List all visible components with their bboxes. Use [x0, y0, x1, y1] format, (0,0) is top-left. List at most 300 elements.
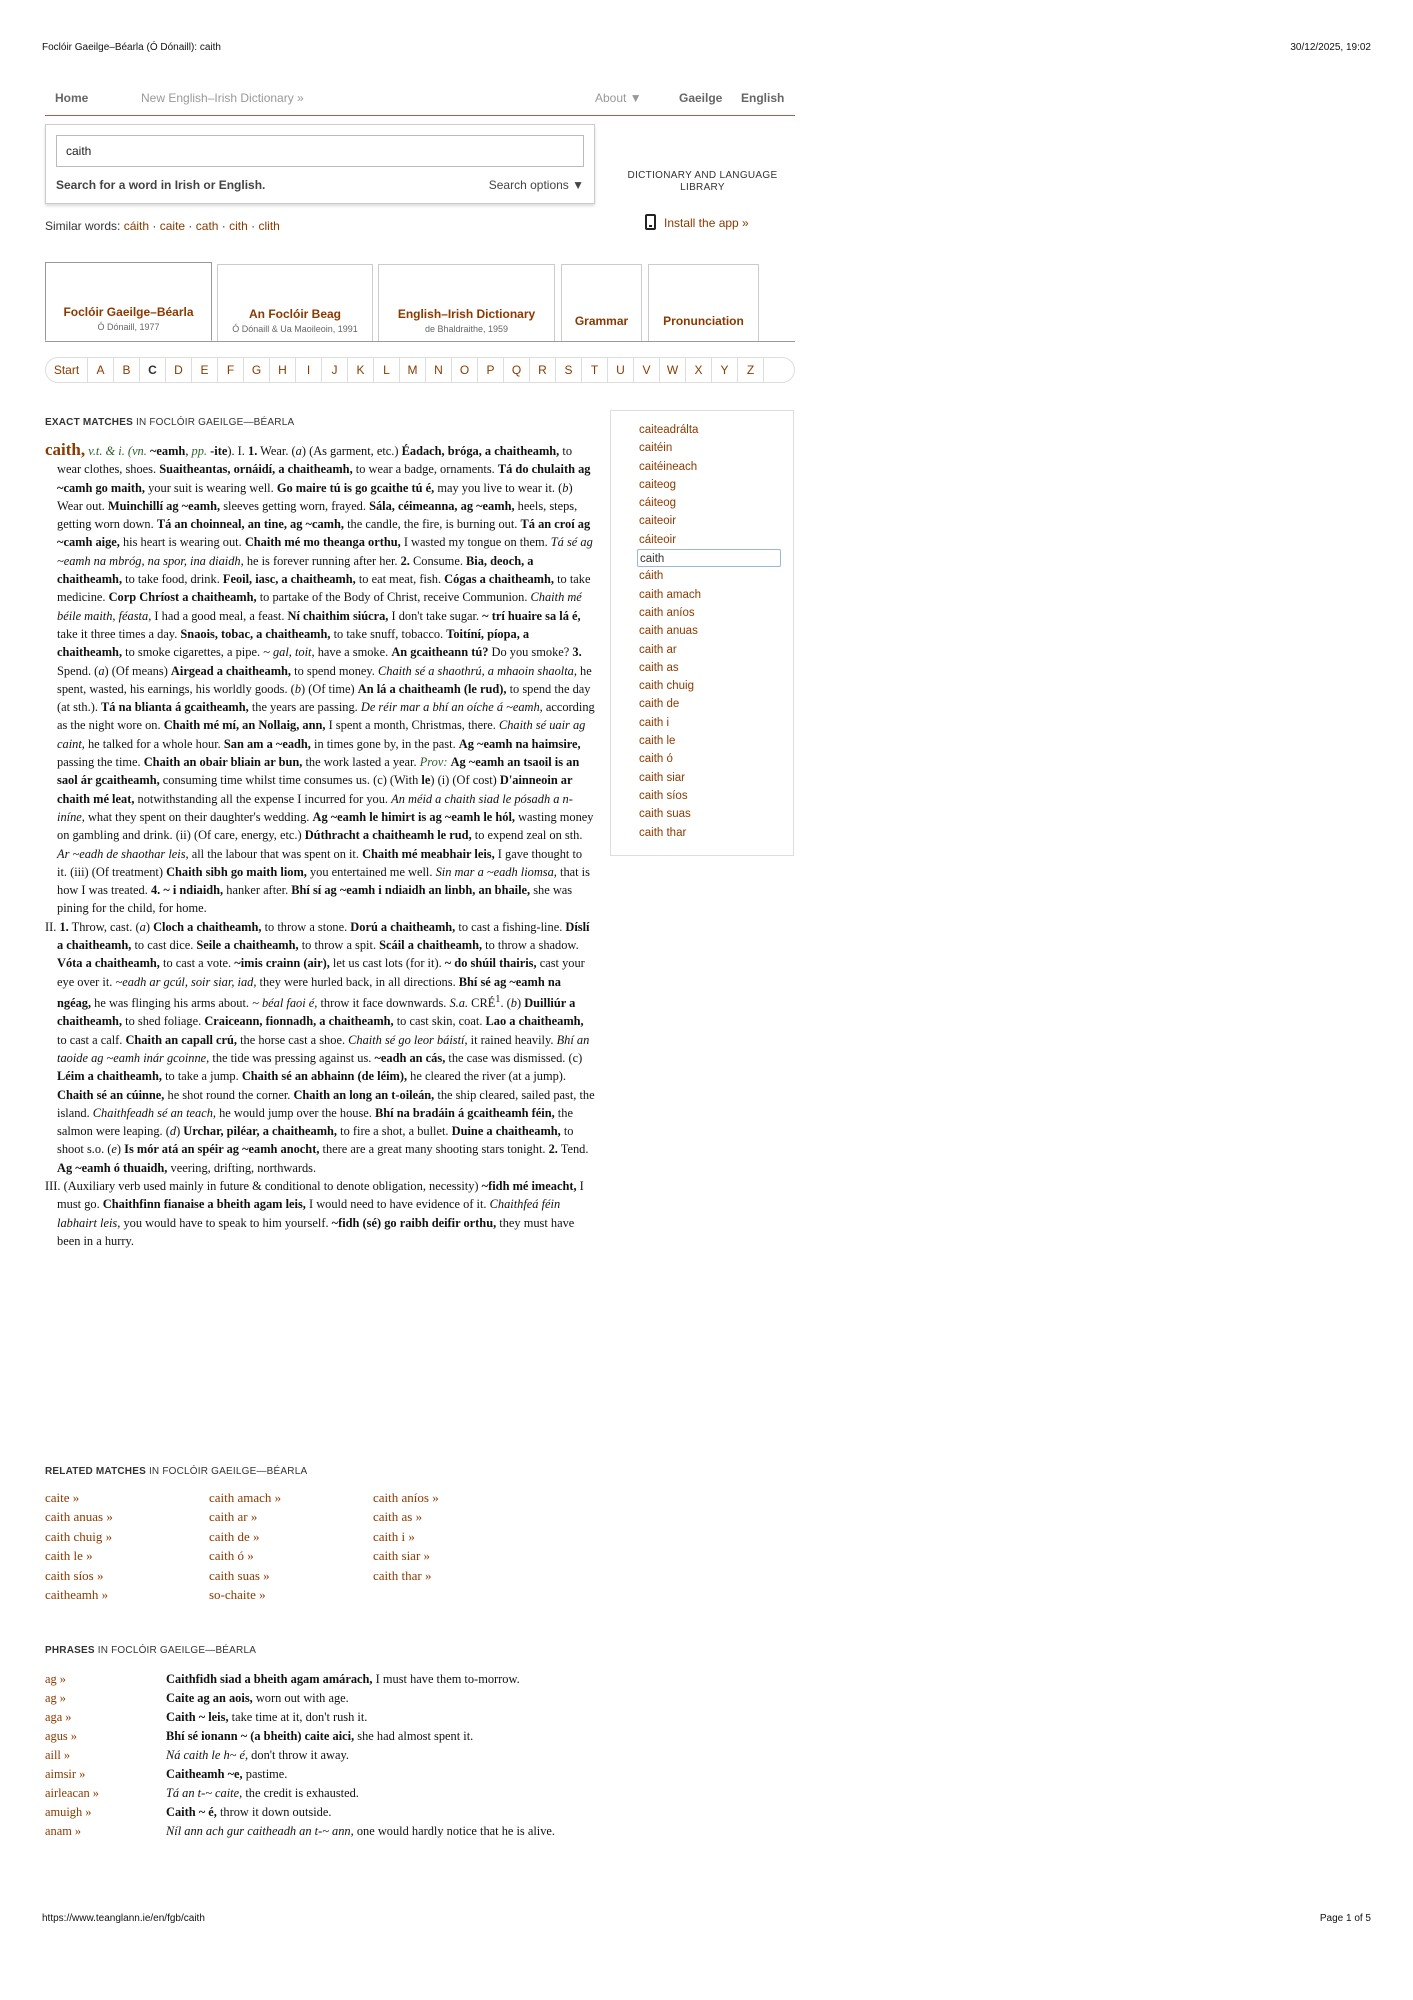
entry-text: to take a jump. — [161, 1069, 242, 1084]
entry-text: let us cast lots (for it). — [329, 956, 445, 971]
entry-bold-text: le — [421, 773, 431, 788]
entry-text: to wear a badge, ornaments. — [352, 462, 498, 477]
similar-words — [45, 219, 280, 233]
alphabet-letter-w[interactable]: W — [660, 358, 686, 382]
entry-italic-text: Chaithfeá féin labhairt leis, — [57, 1197, 561, 1230]
entry-bold-text: Chaith an long an t-oileán, — [293, 1087, 435, 1102]
entry-bold-text: Tá do chulaith ag ~camh go maith, — [57, 462, 591, 495]
entry-text: he is forever running after her. — [243, 553, 401, 568]
entry-bold-text: Duilliúr a chaitheamh, — [57, 996, 576, 1029]
alphabet-letter-x[interactable]: X — [686, 358, 712, 382]
tab-pronunciation[interactable] — [648, 264, 759, 341]
entry-text: he talked for a whole hour. — [84, 736, 224, 751]
entry-bold-text: An gcaitheann tú? — [391, 645, 489, 660]
entry-text: ) (As garment, etc.) — [301, 444, 402, 458]
entry-bold-text: Éadach, bróga, a chaitheamh, — [401, 444, 560, 458]
entry-text: Wear. ( — [257, 444, 296, 458]
entry-text: cast your eye over it. — [57, 956, 585, 989]
phrase-row — [45, 1783, 595, 1802]
phrases-heading — [45, 1645, 256, 1656]
entry-italic-text: ~eadh ar gcúl, soir siar, iad, — [115, 974, 257, 989]
entry-bold-text: 4. ~ i ndiaidh, — [150, 883, 224, 898]
sidebar-word-link[interactable]: caith le — [639, 735, 676, 748]
sidebar-word-link[interactable]: cáiteoir — [639, 533, 677, 546]
related-match-link[interactable]: caith de » — [209, 1528, 260, 1544]
entry-headword: caith, — [45, 440, 86, 459]
sidebar-word-link[interactable]: caith anuas — [639, 625, 698, 638]
entry-text: your suit is wearing well. — [145, 480, 277, 495]
entry-text: he shot round the corner. — [164, 1087, 294, 1102]
phrases-source: IN FOCLÓIR GAEILGE—BÉARLA — [94, 1645, 257, 1656]
phrase-text — [166, 1783, 595, 1802]
entry-bold-text: ~fidh mé imeacht, — [481, 1179, 577, 1193]
entry-text: she was pining for the child, for home. — [57, 883, 573, 916]
entry-text: to cast a fishing-line. — [455, 919, 566, 934]
entry-italic-text: Tá an t-~ caite, — [166, 1786, 243, 1800]
entry-bold-text: Bhí sé ionann ~ (a bheith) caite aici, — [166, 1729, 355, 1743]
entry-text: notwithstanding all the expense I incurred for you. — [134, 791, 392, 806]
phrase-headword-link[interactable]: anam » — [45, 1824, 82, 1838]
sidebar-word-link[interactable]: caith suas — [639, 808, 691, 821]
entry-italic-text: Chaith sé a shaothrú, a mhaoin shaolta, — [378, 663, 577, 678]
related-match-link[interactable]: caith síos » — [45, 1567, 104, 1583]
entry-text: to take medicine. — [57, 572, 591, 605]
top-nav — [45, 80, 795, 116]
entry-text: II. — [45, 919, 60, 934]
tab-subtitle: de Bhaldraithe, 1959 — [424, 324, 509, 334]
entry-bold-text: ~ trí huaire sa lá é, — [482, 608, 581, 623]
entry-bold-text: ~ do shúil thairis, — [444, 956, 537, 971]
entry-bold-text: Chaith sé an abhainn (de léim), — [241, 1069, 408, 1084]
entry-italic-text: a — [98, 663, 105, 678]
entry-text: to throw a spit. — [298, 938, 380, 953]
entry-superscript: 1 — [495, 993, 501, 1005]
phrase-row — [45, 1688, 595, 1707]
phrase-text — [166, 1745, 595, 1764]
entry-italic-text: Ná caith le h~ é, — [166, 1748, 249, 1762]
phrase-text — [166, 1821, 595, 1840]
dictionary-library-link[interactable]: DICTIONARY AND LANGUAGE LIBRARY — [627, 170, 778, 193]
entry-bold-text: Ag ~eamh ó thuaidh, — [57, 1160, 168, 1175]
phrase-text — [166, 1764, 595, 1783]
entry-bold-text: Corp Chríost a chaitheamh, — [108, 590, 257, 605]
similar-separator: · — [218, 219, 230, 233]
alphabet-letter-z[interactable]: Z — [738, 358, 764, 382]
entry-text: ) — [116, 1142, 125, 1157]
entry-text: . ( — [500, 996, 511, 1011]
alphabet-letter-y[interactable]: Y — [712, 358, 738, 382]
related-match-link[interactable]: caith chuig » — [45, 1528, 113, 1544]
phrase-row — [45, 1745, 595, 1764]
entry-bold-text: Tá an choinneal, an tine, ag ~camh, — [156, 517, 344, 532]
entry-text: it rained heavily. — [467, 1032, 557, 1047]
entry-bold-text: 3. — [572, 645, 582, 660]
sidebar-word-link[interactable]: caith thar — [639, 826, 687, 839]
entry-text: he would jump over the house. — [216, 1105, 375, 1120]
entry-bold-text: Chaithfinn fianaise a bheith agam leis, — [102, 1197, 306, 1212]
alphabet-letter-t[interactable]: T — [582, 358, 608, 382]
alphabet-letter-s[interactable]: S — [556, 358, 582, 382]
entry-bold-text: Caithfidh siad a bheith agam amárach, — [166, 1672, 373, 1686]
related-match-link[interactable]: caith ó » — [209, 1548, 254, 1564]
sidebar-word-link[interactable]: caith chuig — [639, 680, 694, 693]
print-datetime: 30/12/2025, 19:02 — [1290, 42, 1371, 53]
grammar-label: vn. — [132, 444, 147, 458]
entry-italic-text: Chaith sé go leor báistí, — [348, 1032, 468, 1047]
entry-bold-text: Ní chaithim siúcra, — [287, 608, 389, 623]
sidebar-word-link[interactable]: cáiteog — [639, 497, 677, 510]
entry-italic-text: Chaith sé uair ag caint, — [57, 718, 586, 751]
entry-bold-text: Scáil a chaitheamh, — [379, 938, 483, 953]
alphabet-letter-p[interactable]: P — [478, 358, 504, 382]
phrase-headword-link[interactable]: airleacan » — [45, 1786, 99, 1800]
sidebar-word-link[interactable]: caith amach — [639, 588, 702, 601]
phrase-row — [45, 1707, 595, 1726]
entry-text: you would have to speak to him yourself. — [120, 1215, 332, 1230]
grammar-label: v.t. & i. ( — [85, 444, 133, 458]
entry-text: to partake of the Body of Christ, receive Communion. — [256, 590, 531, 605]
sidebar-word-link[interactable]: caith ó — [639, 753, 673, 766]
print-url: https://www.teanglann.ie/en/fgb/caith — [42, 1913, 205, 1924]
entry-text: to cast a vote. — [159, 956, 235, 971]
page-content — [45, 80, 795, 1838]
phrase-headword-link[interactable]: agus » — [45, 1729, 78, 1743]
entry-bold-text: D'ainneoin ar chaith mé leat, — [57, 773, 573, 806]
related-match-link[interactable]: caitheamh » — [45, 1587, 109, 1602]
entry-text: worn out with age. — [252, 1691, 349, 1705]
entry-text: to eat meat, fish. — [355, 572, 445, 587]
nav-about-menu[interactable]: About ▼ — [595, 91, 642, 105]
entry-bold-text: Craiceann, fionnadh, a chaitheamh, — [204, 1014, 394, 1029]
similar-word-link[interactable]: cáith — [123, 219, 150, 233]
phrase-headword-link[interactable]: aimsir » — [45, 1767, 86, 1781]
entry-bold-text: Dúthracht a chaitheamh le rud, — [304, 828, 472, 843]
entry-bold-text: Bia, deoch, a chaitheamh, — [57, 553, 534, 587]
alphabet-letter-r[interactable]: R — [530, 358, 556, 382]
entry-text: the credit is exhausted. — [242, 1786, 359, 1800]
sidebar-word-link[interactable]: caith as — [639, 661, 679, 674]
related-match-link[interactable]: caith le » — [45, 1548, 93, 1564]
nav-home-link[interactable]: Home — [55, 91, 89, 105]
similar-word-link[interactable]: caite — [159, 219, 186, 233]
sidebar-word-link[interactable]: cáith — [639, 570, 664, 583]
entry-text: take it three times a day. — [57, 626, 181, 641]
entry-bold-text: Léim a chaitheamh, — [57, 1069, 162, 1084]
entry-text: to cast a calf. — [57, 1032, 126, 1047]
sidebar-word-link[interactable]: caith ar — [639, 643, 677, 656]
entry-sense — [45, 918, 595, 1177]
alphabet-bar — [45, 357, 795, 383]
entry-text: Throw, cast. ( — [68, 919, 140, 934]
entry-text: in times gone by, in the past. — [310, 736, 459, 751]
similar-word-link[interactable]: cith — [229, 219, 248, 233]
search-input[interactable]: caith — [56, 135, 584, 167]
sidebar-word-link[interactable]: caitéineach — [639, 460, 698, 473]
tab-grammar[interactable] — [561, 264, 642, 341]
phrases-label: PHRASES — [45, 1645, 95, 1656]
search-options-button[interactable]: Search options ▼ — [488, 178, 584, 192]
phrase-text — [166, 1802, 595, 1821]
related-match-link[interactable]: caith as » — [373, 1509, 423, 1525]
entry-italic-text: a — [295, 444, 302, 458]
phrase-headword-link[interactable]: amuigh » — [45, 1805, 92, 1819]
exact-matches-heading — [45, 417, 294, 428]
alphabet-letter-v[interactable]: V — [634, 358, 660, 382]
entry-text: all the labour that was spent on it. — [188, 846, 363, 861]
entry-text: hanker after. — [223, 883, 292, 898]
related-matches-heading — [45, 1466, 307, 1477]
alphabet-letter-a[interactable]: A — [88, 358, 114, 382]
entry-italic-text: b — [510, 996, 517, 1011]
print-header — [42, 42, 1371, 53]
entry-text: to spend money. — [291, 663, 378, 678]
tab-title: An Foclóir Beag — [248, 307, 341, 321]
tab-title: Grammar — [574, 314, 629, 328]
entry-bold-text: ~eamh — [149, 444, 186, 458]
sidebar-word-link[interactable]: caith siar — [639, 771, 686, 784]
entry-text: Spend. ( — [57, 663, 99, 678]
related-match-link[interactable]: so-chaite » — [209, 1587, 266, 1602]
sidebar-word-link[interactable]: caith de — [639, 698, 680, 711]
entry-bold-text: Snaois, tobac, a chaitheamh, — [180, 626, 331, 641]
entry-bold-text: 1. — [248, 444, 258, 458]
entry-text: passing the time. — [57, 755, 144, 770]
alphabet-letter-g[interactable]: G — [244, 358, 270, 382]
alphabet-letter-u[interactable]: U — [608, 358, 634, 382]
entry-bold-text: Díslí a chaitheamh, — [57, 919, 590, 953]
entry-text: the years are passing. — [248, 700, 361, 715]
entry-text: pastime. — [242, 1767, 288, 1781]
entry-text: heels, steps, getting worn down. — [57, 498, 578, 532]
nav-gaeilge-link[interactable]: Gaeilge — [679, 91, 723, 105]
entry-text: to fire a shot, a bullet. — [337, 1124, 452, 1139]
similar-words-list — [124, 219, 280, 233]
entry-text: I had a good meal, a feast. — [151, 608, 288, 623]
alphabet-letter-d[interactable]: D — [166, 358, 192, 382]
entry-text: the work lasted a year. — [302, 755, 420, 770]
tab-title: English–Irish Dictionary — [397, 307, 536, 321]
phrase-headword-link[interactable]: ag » — [45, 1691, 66, 1705]
entry-bold-text: Urchar, piléar, a chaitheamh, — [183, 1124, 338, 1139]
similar-separator: · — [185, 219, 196, 233]
tab-title: Foclóir Gaeilge–Béarla — [63, 305, 194, 319]
nav-new-dictionary-link[interactable]: New English–Irish Dictionary » — [141, 91, 304, 105]
alphabet-letter-o[interactable]: O — [452, 358, 478, 382]
entry-italic-text: Sin mar a ~eadh liomsa, — [435, 864, 557, 879]
sidebar-word-link[interactable]: caith síos — [639, 789, 688, 802]
grammar-label: Prov: — [419, 755, 448, 770]
entry-italic-text: e — [111, 1142, 117, 1157]
entry-text: , — [185, 444, 192, 458]
alphabet-letter-q[interactable]: Q — [504, 358, 530, 382]
entry-italic-text: S.a. — [449, 996, 469, 1011]
entry-text: they were hurled back, in all directions. — [256, 974, 459, 989]
alphabet-letter-i[interactable]: I — [296, 358, 322, 382]
entry-text: I don't take sugar. — [388, 608, 483, 623]
phrase-row — [45, 1802, 595, 1821]
similar-separator: · — [247, 219, 259, 233]
entry-bold-text: Ag ~eamh na haimsire, — [458, 736, 581, 751]
entry-bold-text: Cloch a chaitheamh, — [153, 919, 262, 934]
entry-italic-text: ~ gal, toit, — [263, 645, 315, 660]
entry-bold-text: Suaitheantas, ornáidí, a chaitheamh, — [159, 462, 353, 477]
entry-sense — [45, 441, 595, 918]
entry-text: they must have been in a hurry. — [57, 1215, 575, 1248]
entry-italic-text: Tá sé ag ~eamh na mbróg, na spor, ina diaidh, — [57, 535, 593, 568]
entry-text: to cast skin, coat. — [393, 1014, 486, 1029]
related-match-link[interactable]: caith amach » — [209, 1490, 282, 1505]
phrase-text — [166, 1688, 595, 1707]
related-match-link[interactable]: caith anuas » — [45, 1509, 113, 1525]
entry-bold-text: Chaith mé mí, an Nollaig, ann, — [163, 718, 326, 733]
entry-text: Do you smoke? — [488, 645, 573, 660]
entry-bold-text: Airgead a chaitheamh, — [170, 663, 292, 678]
entry-italic-text: Chaithfeadh sé an teach, — [92, 1105, 216, 1120]
entry-text: the case was dismissed. (c) — [445, 1050, 583, 1065]
related-match-link[interactable]: caith ar » — [209, 1509, 258, 1525]
alphabet-letter-f[interactable]: F — [218, 358, 244, 382]
entry-text: I gave thought to it. (iii) (Of treatment) — [57, 846, 583, 879]
entry-text: ) (Of means) — [104, 663, 171, 678]
entry-text: ) — [516, 996, 525, 1011]
exact-matches-label: EXACT MATCHES — [45, 417, 133, 428]
phrase-row — [45, 1726, 595, 1745]
entry-sense — [45, 1177, 595, 1250]
sidebar-word-link[interactable]: caiteoir — [639, 515, 677, 528]
install-app-label: Install the app » — [664, 216, 749, 230]
entry-text: sleeves getting worn, frayed. — [220, 498, 370, 513]
entry-text: ) (i) (Of cost) — [430, 773, 500, 788]
dictionary-tabs — [45, 262, 795, 342]
entry-bold-text: Seile a chaitheamh, — [196, 938, 299, 953]
entry-text: one would hardly notice that he is alive. — [353, 1824, 556, 1838]
entry-text: he was flinging his arms about. — [91, 996, 253, 1011]
sidebar-word-link[interactable]: caith aníos — [639, 606, 695, 619]
phrase-row — [45, 1669, 595, 1688]
alphabet-letter-e[interactable]: E — [192, 358, 218, 382]
entry-bold-text: Ag ~eamh le himirt is ag ~eamh le hól, — [312, 809, 516, 824]
tab-english-irish-dictionary[interactable] — [378, 264, 555, 341]
entry-text: to take snuff, tobacco. — [330, 626, 447, 641]
entry-bold-text: Feoil, iasc, a chaitheamh, — [222, 572, 356, 587]
entry-text: to shoot s.o. ( — [57, 1124, 574, 1157]
entry-bold-text: Vóta a chaitheamh, — [57, 956, 160, 971]
entry-bold-text: Caith ~ é, — [166, 1805, 217, 1819]
tab-title: Pronunciation — [663, 314, 744, 328]
entry-bold-text: Lao a chaitheamh, — [485, 1014, 584, 1029]
entry-bold-text: Dorú a chaitheamh, — [350, 919, 456, 934]
install-app-link[interactable] — [645, 214, 749, 230]
alphabet-letter-n[interactable]: N — [426, 358, 452, 382]
entry-text: to take food, drink. — [122, 572, 223, 587]
sidebar-word-link[interactable]: caiteadrálta — [639, 424, 699, 436]
entry-italic-text: De réir mar a bhí an oíche á ~eamh, — [360, 700, 543, 715]
alphabet-letter-k[interactable]: K — [348, 358, 374, 382]
entry-text: the ship cleared, sailed past, the island. — [57, 1087, 595, 1120]
sidebar-word-link[interactable]: caith — [637, 549, 781, 567]
nav-english-link[interactable]: English — [741, 91, 785, 105]
entry-text: to shed foliage. — [122, 1014, 205, 1029]
entry-text: ) — [145, 919, 154, 934]
entry-italic-text: d — [169, 1124, 177, 1139]
sidebar-word-link[interactable]: caiteog — [639, 478, 677, 491]
dictionary-entry — [45, 441, 595, 1250]
phrase-headword-link[interactable]: ag » — [45, 1672, 66, 1686]
related-match-link[interactable]: caith siar » — [373, 1548, 431, 1564]
entry-bold-text: Caite ag an aois, — [166, 1691, 253, 1705]
phrase-row — [45, 1764, 595, 1783]
alphabet-letter-start[interactable]: Start — [46, 358, 88, 382]
alphabet-letter-h[interactable]: H — [270, 358, 296, 382]
related-match-link[interactable]: caith i » — [373, 1528, 415, 1544]
tab-focloir-gaeilge-bearla[interactable] — [45, 262, 212, 341]
phrase-headword-link[interactable]: aill » — [45, 1748, 71, 1762]
entry-text: to cast dice. — [131, 938, 197, 953]
phone-icon — [645, 214, 656, 230]
entry-text: Consume. — [409, 553, 467, 568]
alphabet-letter-m[interactable]: M — [400, 358, 426, 382]
entry-bold-text: ~fidh (sé) go raibh deifir orthu, — [331, 1215, 497, 1230]
phrase-headword-link[interactable]: aga » — [45, 1710, 72, 1724]
alphabet-letter-c[interactable]: C — [140, 358, 166, 382]
sidebar-word-link[interactable]: caith i — [639, 716, 670, 729]
entry-text: throw it face downwards. — [317, 996, 450, 1011]
similar-words-label: Similar words: — [45, 219, 121, 233]
entry-text: ) (Of time) — [301, 681, 358, 696]
sidebar-word-link[interactable]: caitéin — [639, 442, 673, 455]
entry-italic-text: a — [139, 919, 146, 934]
entry-bold-text: Muinchillí ag ~eamh, — [107, 498, 221, 513]
related-match-link[interactable]: caite » — [45, 1490, 80, 1505]
alphabet-letter-j[interactable]: J — [322, 358, 348, 382]
entry-text: I must go. — [57, 1179, 584, 1212]
entry-bold-text: Sála, céimeanna, ag ~eamh, — [369, 498, 515, 513]
tab-an-focloir-beag[interactable] — [217, 264, 373, 341]
similar-word-link[interactable]: clith — [258, 219, 280, 233]
related-match-link[interactable]: caith aníos » — [373, 1490, 439, 1505]
entry-text: the salmon were leaping. ( — [57, 1105, 573, 1139]
similar-word-link[interactable]: cath — [195, 219, 219, 233]
entry-text: to expend zeal on sth. — [471, 828, 583, 843]
grammar-label: pp. — [191, 444, 208, 458]
entry-italic-text: Ar ~eadh de shaothar leis, — [57, 846, 189, 861]
entry-italic-text: b — [294, 681, 302, 696]
entry-text: veering, drifting, northwards. — [167, 1160, 317, 1175]
alphabet-letter-l[interactable]: L — [374, 358, 400, 382]
search-panel — [45, 124, 595, 204]
entry-italic-text: An méid a chaith siad le pósadh a n-iníne, — [57, 791, 573, 824]
entry-italic-text: Bhí an taoide ag ~eamh inár gcoinne, — [57, 1032, 590, 1065]
entry-bold-text: Chaith mé mo theanga orthu, — [244, 535, 401, 550]
related-match-link[interactable]: caith suas » — [209, 1567, 270, 1583]
entry-text: may you live to wear it. ( — [434, 480, 563, 495]
entry-text: to smoke cigarettes, a pipe. — [122, 645, 264, 660]
entry-bold-text: Tá na blianta á gcaitheamh, — [101, 700, 249, 715]
entry-text: don't throw it away. — [248, 1748, 349, 1762]
related-matches-label: RELATED MATCHES — [45, 1466, 146, 1477]
related-match-link[interactable]: caith thar » — [373, 1567, 432, 1583]
entry-text: there are a great many shooting stars tonight. — [319, 1142, 549, 1157]
similar-separator: · — [149, 219, 160, 233]
entry-bold-text: 2. — [548, 1142, 558, 1157]
entry-text: I spent a month, Christmas, there. — [325, 718, 499, 733]
entry-text: the tide was pressing against us. — [209, 1050, 375, 1065]
alphabet-letter-b[interactable]: B — [114, 358, 140, 382]
entry-italic-text: Níl ann ach gur caitheadh an t-~ ann, — [166, 1824, 354, 1838]
entry-text: ) Wear out. — [57, 480, 573, 513]
print-page-number: Page 1 of 5 — [1319, 1913, 1371, 1924]
related-matches-source: IN FOCLÓIR GAEILGE—BÉARLA — [145, 1466, 308, 1477]
